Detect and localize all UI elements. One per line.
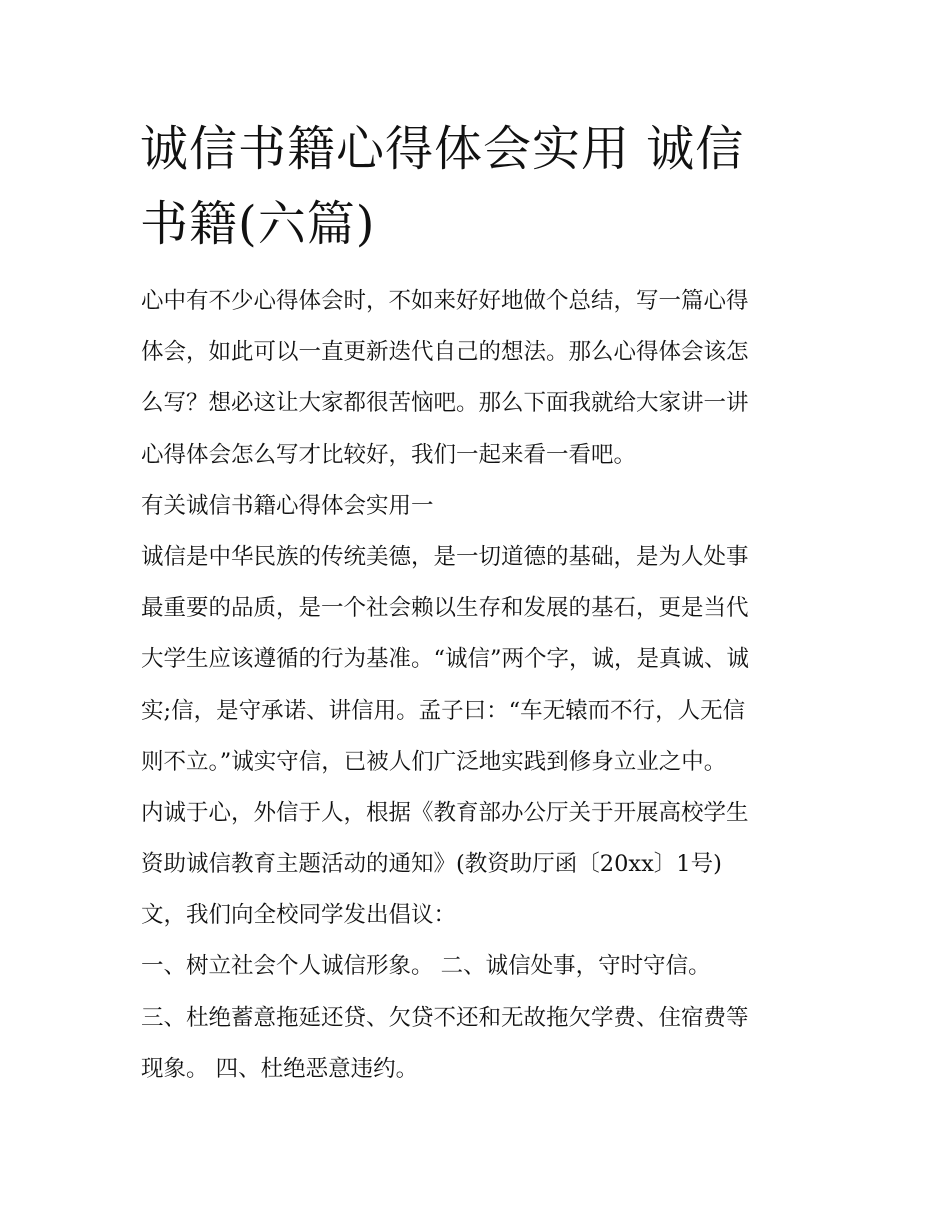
document-body: [141, 279, 831, 1098]
body-line: 体会，如此可以一直更新迭代自己的想法。那么心得体会该怎: [141, 339, 749, 366]
body-line: 大学生应该遵循的行为基准。“诚信”两个字，诚，是真诚、诚: [141, 646, 750, 673]
body-line: 么写？想必这让大家都很苦恼吧。那么下面我就给大家讲一讲: [141, 390, 749, 417]
body-line: 实;信，是守承诺、讲信用。孟子曰：“车无辕而不行，人无信: [141, 697, 746, 724]
body-line: 一、树立社会个人诚信形象。 二、诚信处事，守时守信。: [141, 953, 711, 980]
body-line: 则不立。”诚实守信，已被人们广泛地实践到修身立业之中。: [141, 748, 727, 775]
body-line: 最重要的品质，是一个社会赖以生存和发展的基石，更是当代: [141, 595, 749, 622]
body-line: 心中有不少心得体会时，不如来好好地做个总结，写一篇心得: [141, 288, 749, 314]
title-line: 诚信书籍心得体会实用 诚信: [140, 121, 745, 177]
title-line: 书籍(六篇): [140, 196, 376, 252]
body-line: 资助诚信教育主题活动的通知》(教资助厅函〔20xx〕1号): [141, 851, 722, 878]
document-title: [140, 112, 820, 262]
body-line: 三、杜绝蓄意拖延还贷、欠贷不还和无故拖欠学费、住宿费等: [141, 1004, 749, 1031]
section-heading: 有关诚信书籍心得体会实用一: [141, 492, 434, 519]
body-line: 文，我们向全校同学发出倡议：: [141, 902, 457, 929]
body-line: 诚信是中华民族的传统美德，是一切道德的基础，是为人处事: [141, 543, 749, 570]
body-line: 现象。 四、杜绝恶意违约。: [141, 1055, 419, 1082]
body-line: 内诚于心，外信于人，根据《教育部办公厅关于开展高校学生: [141, 799, 749, 826]
body-line: 心得体会怎么写才比较好，我们一起来看一看吧。: [141, 441, 637, 468]
